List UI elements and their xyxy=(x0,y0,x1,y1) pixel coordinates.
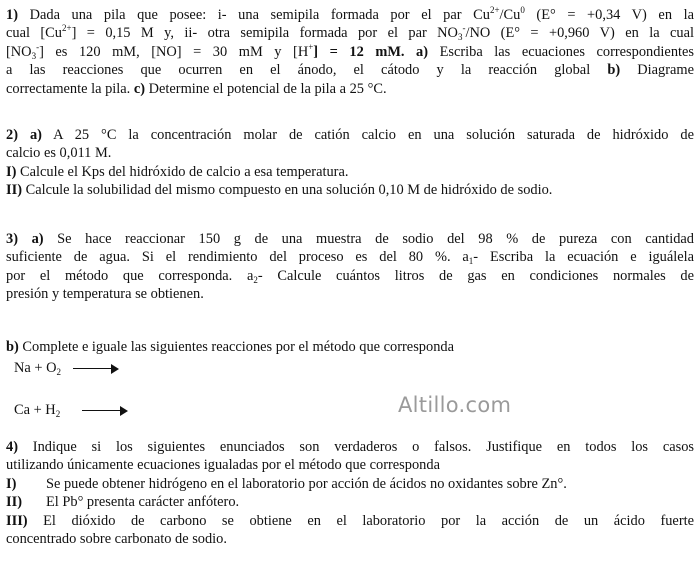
q4-number: 4) xyxy=(6,439,18,455)
question-2 xyxy=(6,126,694,200)
q4-item-1: I) Se puede obtener hidrógeno en el laboratorio por acción de ácidos no oxidantes sobre Zn°. xyxy=(6,475,567,492)
q3-line-4: presión y temperatura se obtienen. xyxy=(6,286,204,303)
q3-number: 3) a) xyxy=(6,231,44,247)
q3-line-2: suficiente de agua. Si el rendimiento del proceso es del 80 %. $a_1-$ Escriba la ecuación e iguálela xyxy=(6,249,694,267)
q3-line-1: 3) a) Se hace reaccionar 150 g de una muestra de sodio del 98 % de pureza con cantidad xyxy=(6,231,694,247)
q2-item-1: I) Calcule el Kps del hidróxido de calcio a esa temperatura. xyxy=(6,163,349,180)
question-4 xyxy=(6,438,694,548)
reaction-arrow-icon xyxy=(73,364,119,374)
q2-line-1: 2) a) A 25 °C la concentración molar de catión calcio en una solución saturada de hidróxido de xyxy=(6,127,694,143)
q4-line-2: utilizando únicamente ecuaciones igualadas por el método que corresponda xyxy=(6,457,440,474)
q4-item-3: III) El dióxido de carbono se obtiene en el laboratorio por la acción de un ácido fuerte xyxy=(6,512,694,529)
q4-line-1: 4) Indique si los siguientes enunciados son verdaderos o falsos. Justifique en todos los casos xyxy=(6,439,694,455)
q3b-number: b) xyxy=(6,339,19,355)
question-1 xyxy=(6,6,694,98)
q3b-line-1: b) Complete e iguale las siguientes reacciones por el método que corresponda xyxy=(6,339,454,355)
q1-line-3: $[NO_3^-]$ es 120 mM, [NO] = 30 mM y [H+] = 12 mM. a) Escriba las ecuaciones correspondientes xyxy=(6,41,695,61)
q2-line-2: calcio es 0,011 M. xyxy=(6,145,112,162)
reaction-ca-h2: $Ca + H_2$ xyxy=(14,401,128,419)
q4-item-2: II) El Pb° presenta carácter anfótero. xyxy=(6,494,240,511)
q1-line-5: correctamente la pila. c) Determine el potencial de la pila a 25 °C. xyxy=(6,80,387,97)
question-3 xyxy=(6,230,694,304)
question-3b xyxy=(6,338,694,356)
q2-item-2: II) Calcule la solubilidad del mismo compuesto en una solución 0,10 M de hidróxido de sodio. xyxy=(6,182,553,199)
reaction-na-o2: $Na + O_2$ xyxy=(14,359,119,377)
q2-number: 2) a) xyxy=(6,127,42,143)
q3-line-3: por el método que corresponda. $a_2-$ Calcule cuántos litros de gas en condiciones normales de xyxy=(6,267,694,285)
watermark-logo: Altillo.com xyxy=(398,393,512,417)
q1-line-4: a las reacciones que ocurren en el ánodo, el cátodo y la reacción global b) Diagrame xyxy=(6,62,694,79)
q1-number: 1) xyxy=(6,7,18,23)
q4-item-3-cont: concentrado sobre carbonato de sodio. xyxy=(6,531,227,548)
reaction-arrow-icon xyxy=(82,406,128,416)
q1-line-1: 1) Dada una pila que posee: i- una semipila formada por el par $Cu^{2+}/Cu^0$ (E° = +0,34 V) en la xyxy=(6,5,694,23)
q1-line-2: cual $[Cu^{2+}] = 0,15$ M y, ii- otra semipila formada por el par $NO_3^-/NO$ (E° = +0,960 V) en la cual xyxy=(6,23,694,43)
